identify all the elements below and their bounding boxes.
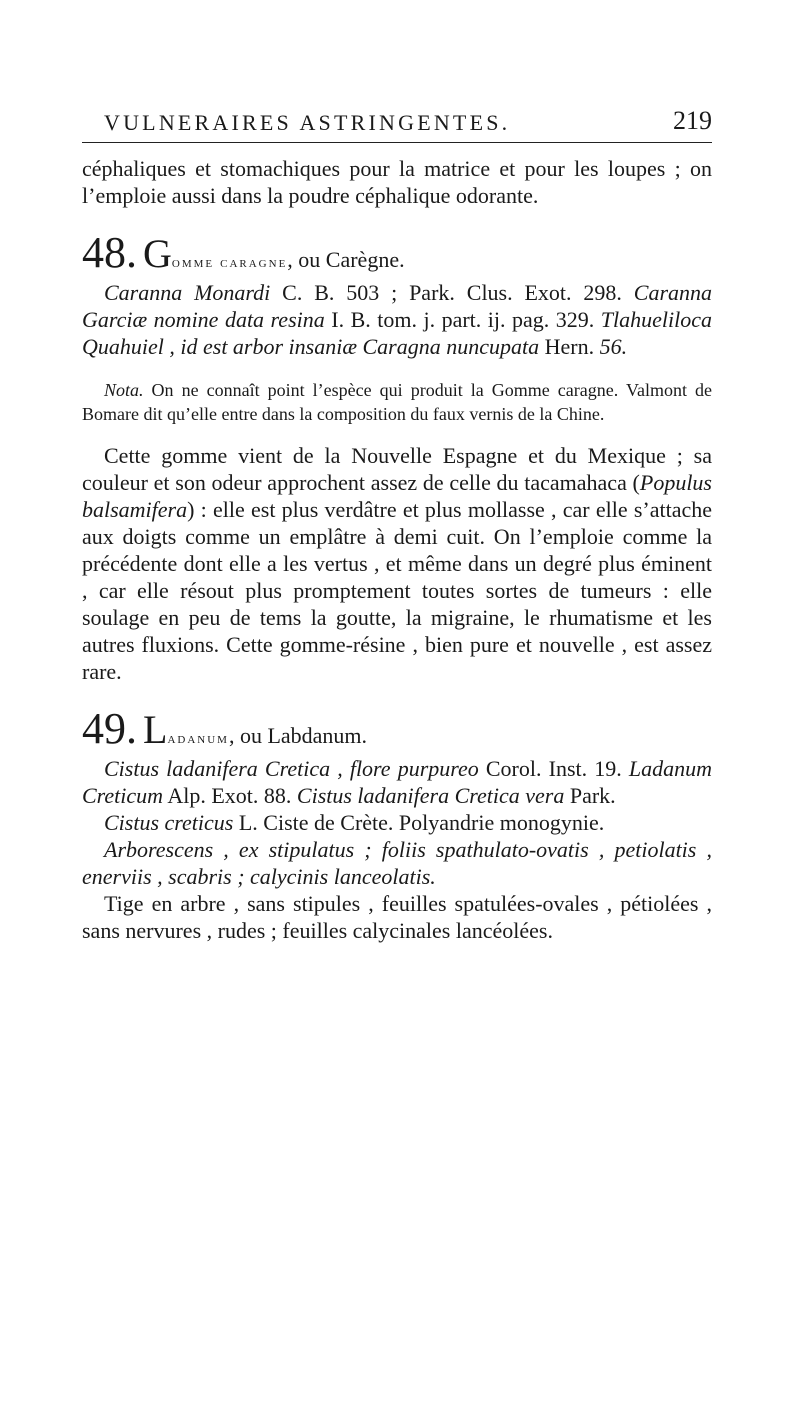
text-segment: ) : elle est plus verdâtre et plus mollasse , car elle s’attache aux doigts comme un emplâtre à demi cuit. On l’emploie comme la précédente dont elle a les vertus , et même dans un degré plus éminent , car elle résout plus promptement toutes sortes de tumeurs : elle soulage en peu de tems la goutte, la migraine, le rhumatisme et les autres fluxions. Cette gomme-résine , bien pure et nouvelle , est assez rare. (82, 497, 712, 684)
text-segment: Cette gomme vient de la Nouvelle Espagne et du Mexique ; sa couleur et son odeur approchent assez de celle du tacamahaca ( (82, 443, 712, 495)
intro-paragraph: céphaliques et stomachiques pour la matrice et pour les loupes ; on l’emploie aussi dans la poudre céphalique odorante. (82, 156, 712, 208)
italic-segment: Tlahueliloca Quahuiel , id est arbor insaniæ Caragna nuncupata (82, 307, 712, 359)
italic-segment: 56. (599, 334, 628, 359)
page-number: 219 (673, 106, 712, 135)
text-segment: Park. (564, 783, 616, 808)
text-segment: C. B. 503 ; Park. Clus. Exot. 298. (270, 280, 634, 305)
entry-48-number: 48. (82, 228, 137, 277)
entry-48 (82, 228, 713, 685)
entry-49-number: 49. (82, 704, 137, 753)
entry-49-latin-description (82, 836, 712, 890)
entry-49-french-description: Tige en arbre , sans stipules , feuilles spatulées-ovales , pétiolées , sans nervures , rudes ; feuilles calycinales lancéolées. (82, 891, 712, 943)
italic-segment: Cistus ladanifera Cretica , flore purpureo (104, 756, 479, 781)
entry-48-initial: G (143, 231, 172, 276)
entry-49-heading (82, 704, 712, 753)
text-segment: Corol. Inst. 19. (478, 756, 629, 781)
entry-49-synonymy-1 (82, 755, 712, 809)
italic-segment: Cistus ladanifera Cretica vera (296, 783, 565, 808)
entry-49 (82, 704, 712, 944)
text-segment: L. Ciste de Crète. Polyandrie monogynie. (233, 810, 605, 835)
italic-segment: Cistus creticus (104, 810, 234, 835)
nota-text: On ne connaît point l’espèce qui produit la Gomme caragne. Valmont de Bomare dit qu’elle entre dans la composition du faux vernis de la Chine. (82, 380, 712, 424)
entry-49-initial: L (143, 707, 168, 752)
running-title: VULNERAIRES ASTRINGENTES. (104, 110, 511, 135)
running-head (82, 90, 712, 143)
text-segment: Alp. Exot. 88. (163, 783, 297, 808)
nota-label: Nota. (104, 380, 144, 400)
entry-48-synonymy (82, 279, 712, 360)
text-block (82, 90, 712, 944)
entry-48-heading (82, 228, 712, 277)
entry-49-synonymy-2 (82, 809, 712, 836)
entry-48-alt-name: , ou Carègne. (287, 247, 405, 272)
italic-segment: Populus balsamifera (82, 470, 712, 522)
text-segment: Hern. (539, 334, 600, 359)
italic-segment: Arborescens , ex stipulatus ; foliis spathulato-ovatis , petiolatis , enerviis , scabris ; calycinis lanceolatis. (82, 837, 712, 889)
entry-49-alt-name: , ou Labdanum. (228, 723, 368, 748)
italic-segment: Ladanum Creticum (82, 756, 712, 808)
entry-48-name: omme caragne (171, 254, 288, 271)
entry-49-name: adanum (167, 730, 229, 747)
italic-segment: Caranna Monardi (104, 280, 271, 305)
entry-48-body (82, 442, 712, 685)
italic-segment: Caranna Garciæ nomine data resina (82, 280, 713, 332)
entry-48-nota (82, 378, 712, 426)
text-segment: I. B. tom. j. part. ij. pag. 329. (324, 307, 601, 332)
